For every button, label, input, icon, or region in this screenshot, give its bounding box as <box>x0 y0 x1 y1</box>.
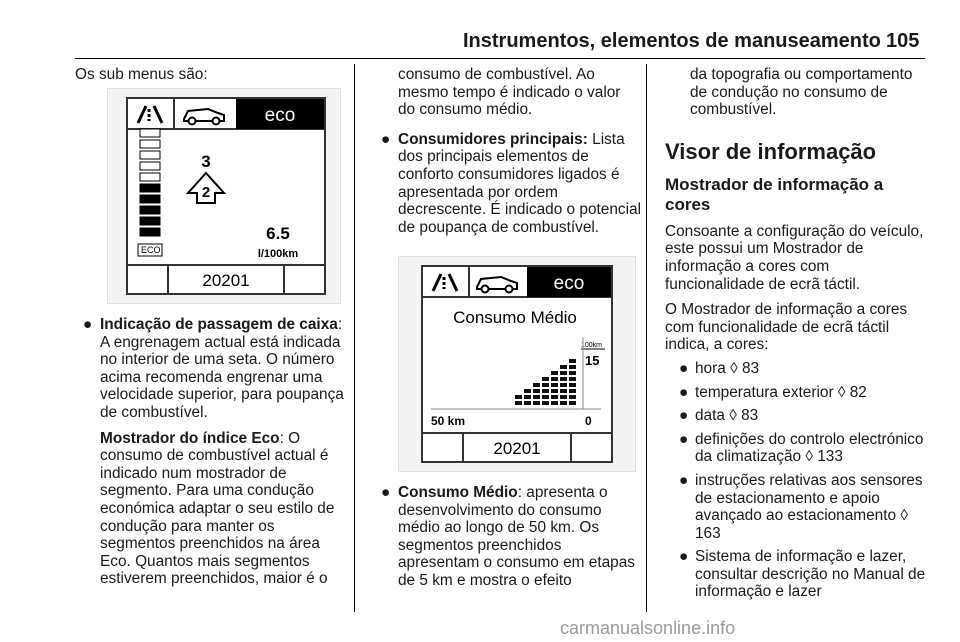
road-icon <box>433 274 457 291</box>
list-item-text: temperatura exterior ◊ 82 <box>695 383 867 401</box>
bar-segment <box>524 389 531 393</box>
tab-bar <box>128 99 324 129</box>
segment-filled <box>140 228 160 236</box>
eco-tab-label: eco <box>264 105 296 126</box>
bar-segment <box>533 389 540 393</box>
bullet-icon: ● <box>83 316 93 333</box>
column-divider-2 <box>646 64 647 612</box>
bullet-title: Indicação de passagem de caixa <box>100 316 338 333</box>
bar-segment <box>551 383 558 387</box>
recommended-gear: 3 <box>201 152 211 171</box>
bar-segment <box>569 371 576 375</box>
bar-segment <box>551 401 558 405</box>
bar-segment <box>560 383 567 387</box>
bar-segment <box>551 395 558 399</box>
bar-segment <box>542 395 549 399</box>
current-gear: 2 <box>201 184 211 201</box>
para-eco-index <box>75 430 345 588</box>
axis-top-value: 15 <box>585 353 600 368</box>
continued-text: consumo de combustível. Ao mesmo tempo é indicado o valor do consumo médio. <box>398 66 621 119</box>
car-icon <box>477 277 517 293</box>
odometer-reading: 20201 <box>493 439 541 458</box>
para-text: : O consumo de combustível actual é indicado num mostrador de segmento. Para uma condução económica adaptar o seu estilo de condução para manter os segmentos preenchidos na área Eco. Quantos mais segmentos estiverem preenchidos, maior é o <box>100 429 335 588</box>
column-divider-1 <box>354 64 355 612</box>
figure-average-consumption <box>398 256 636 472</box>
list-item <box>665 360 927 378</box>
segment-filled <box>140 206 160 214</box>
bar-segment <box>515 401 522 405</box>
segment-filled <box>140 217 160 225</box>
bullet-icon: ● <box>381 484 391 501</box>
list-item <box>665 407 927 425</box>
bar-segment <box>542 401 549 405</box>
bar-segment <box>560 395 567 399</box>
bar-segment <box>524 395 531 399</box>
bar-segment <box>569 389 576 393</box>
bar-segment <box>542 377 549 381</box>
column-1 <box>75 66 345 84</box>
bar-segment <box>533 401 540 405</box>
axis-right-label: 0 <box>585 414 592 428</box>
display-screen <box>126 97 326 295</box>
bullet-icon: ● <box>679 430 689 448</box>
bullet-icon: ● <box>679 359 689 377</box>
eco-display-graphic <box>128 99 324 293</box>
continued-text: da topografia ou comportamento de condução no consumo de combustível. <box>690 66 913 119</box>
header-rule <box>75 58 925 59</box>
consumption-unit: l/100km <box>257 248 299 260</box>
bullet-icon: ● <box>679 407 689 425</box>
list-item-text: Sistema de informação e lazer, consultar descrição no Manual de informação e lazer <box>695 548 926 601</box>
bar-segment <box>542 383 549 387</box>
bar-segment <box>560 401 567 405</box>
segment-filled <box>140 184 160 192</box>
column-2 <box>373 66 641 236</box>
bar-segment <box>551 371 558 375</box>
page-number: 105 <box>886 30 920 52</box>
segment-filled <box>140 195 160 203</box>
segment-empty <box>140 129 160 137</box>
bar-segment <box>569 359 576 363</box>
bar-segment <box>524 401 531 405</box>
display-screen <box>421 265 613 463</box>
bullet-main-consumers <box>373 131 641 237</box>
eco-area-label: ECO <box>141 245 161 255</box>
figure-eco-display <box>107 88 341 304</box>
bar-segment <box>569 365 576 369</box>
section-heading: Visor de informação <box>665 138 877 164</box>
column-2-body <box>373 484 641 590</box>
page-title: Instrumentos, elementos de manuseamento <box>463 30 881 52</box>
bullet-text: : apresenta o desenvolvimento do consumo médio ao longo de 50 km. Os segmentos preenchidos apresentam o consumo em etapas de 5 km e mostra o efeito <box>398 484 635 589</box>
bullet-average-consumption <box>373 484 641 590</box>
list-item <box>665 472 927 542</box>
bar-segment <box>515 395 522 399</box>
display-items-list <box>665 360 927 601</box>
bullet-text: Lista dos principais elementos de conforto consumidores ligados é apresentada por ordem decrescente. É indicado o potencial de poupança de combustível. <box>398 130 641 236</box>
bar-segment <box>533 383 540 387</box>
bar-segment <box>560 389 567 393</box>
paragraph-2: O Mostrador de informação a cores com funcionalidade de ecrã táctil indica, a cores: <box>665 301 908 354</box>
consumption-display-graphic <box>423 267 611 461</box>
intro-text: Os sub menus são: <box>75 66 208 83</box>
segment-empty <box>140 173 160 181</box>
consumption-bars <box>515 359 576 405</box>
bar-segment <box>533 395 540 399</box>
bar-segment <box>551 389 558 393</box>
bullet-gear-indication <box>75 316 345 422</box>
bar-segment <box>560 365 567 369</box>
list-item <box>665 431 927 466</box>
column-3 <box>665 66 927 601</box>
display-title: Consumo Médio <box>453 308 577 327</box>
column-1-body <box>75 316 345 588</box>
bullet-text: : A engrenagem actual está indicada no interior de uma seta. O número acima recomenda engrenar uma velocidade superior, para poupança de combustível. <box>100 316 344 421</box>
bullet-title: Consumo Médio <box>398 484 518 501</box>
subsection-heading: Mostrador de informação a cores <box>665 174 884 214</box>
list-item-text: definições do controlo electrónico da climatização ◊ 133 <box>695 430 924 466</box>
page-header <box>0 0 960 56</box>
bar-segment <box>569 395 576 399</box>
segment-empty <box>140 151 160 159</box>
bullet-icon: ● <box>679 471 689 489</box>
eco-tab-label: eco <box>553 273 585 294</box>
bar-segment <box>560 377 567 381</box>
bullet-icon: ● <box>679 548 689 566</box>
list-item <box>665 384 927 402</box>
bar-segment <box>569 401 576 405</box>
list-item-text: data ◊ 83 <box>695 407 759 425</box>
list-item-text: hora ◊ 83 <box>695 359 760 377</box>
list-item-text: instruções relativas aos sensores de estacionamento e apoio avançado ao estacionamento ◊ 163 <box>695 471 923 542</box>
axis-unit: 100km <box>581 342 603 349</box>
bar-segment <box>542 389 549 393</box>
bar-segment <box>569 377 576 381</box>
bullet-title: Consumidores principais: <box>398 130 588 148</box>
axis-left-label: 50 km <box>431 414 466 428</box>
list-item <box>665 548 927 601</box>
segment-empty <box>140 162 160 170</box>
bullet-icon: ● <box>679 383 689 401</box>
odometer-reading: 20201 <box>202 271 250 290</box>
paragraph-1: Consoante a configuração do veículo, este possui um Mostrador de informação a cores com funcionalidade de ecrã táctil. <box>665 222 924 293</box>
bar-segment <box>551 377 558 381</box>
bullet-icon: ● <box>381 130 391 148</box>
bar-segment <box>569 383 576 387</box>
consumption-value: 6.5 <box>266 224 290 243</box>
bar-segment <box>560 371 567 375</box>
para-title: Mostrador do índice Eco <box>100 429 280 447</box>
segment-meter <box>140 129 160 236</box>
watermark-footer: carmanualsonline.info <box>560 618 736 638</box>
segment-empty <box>140 140 160 148</box>
